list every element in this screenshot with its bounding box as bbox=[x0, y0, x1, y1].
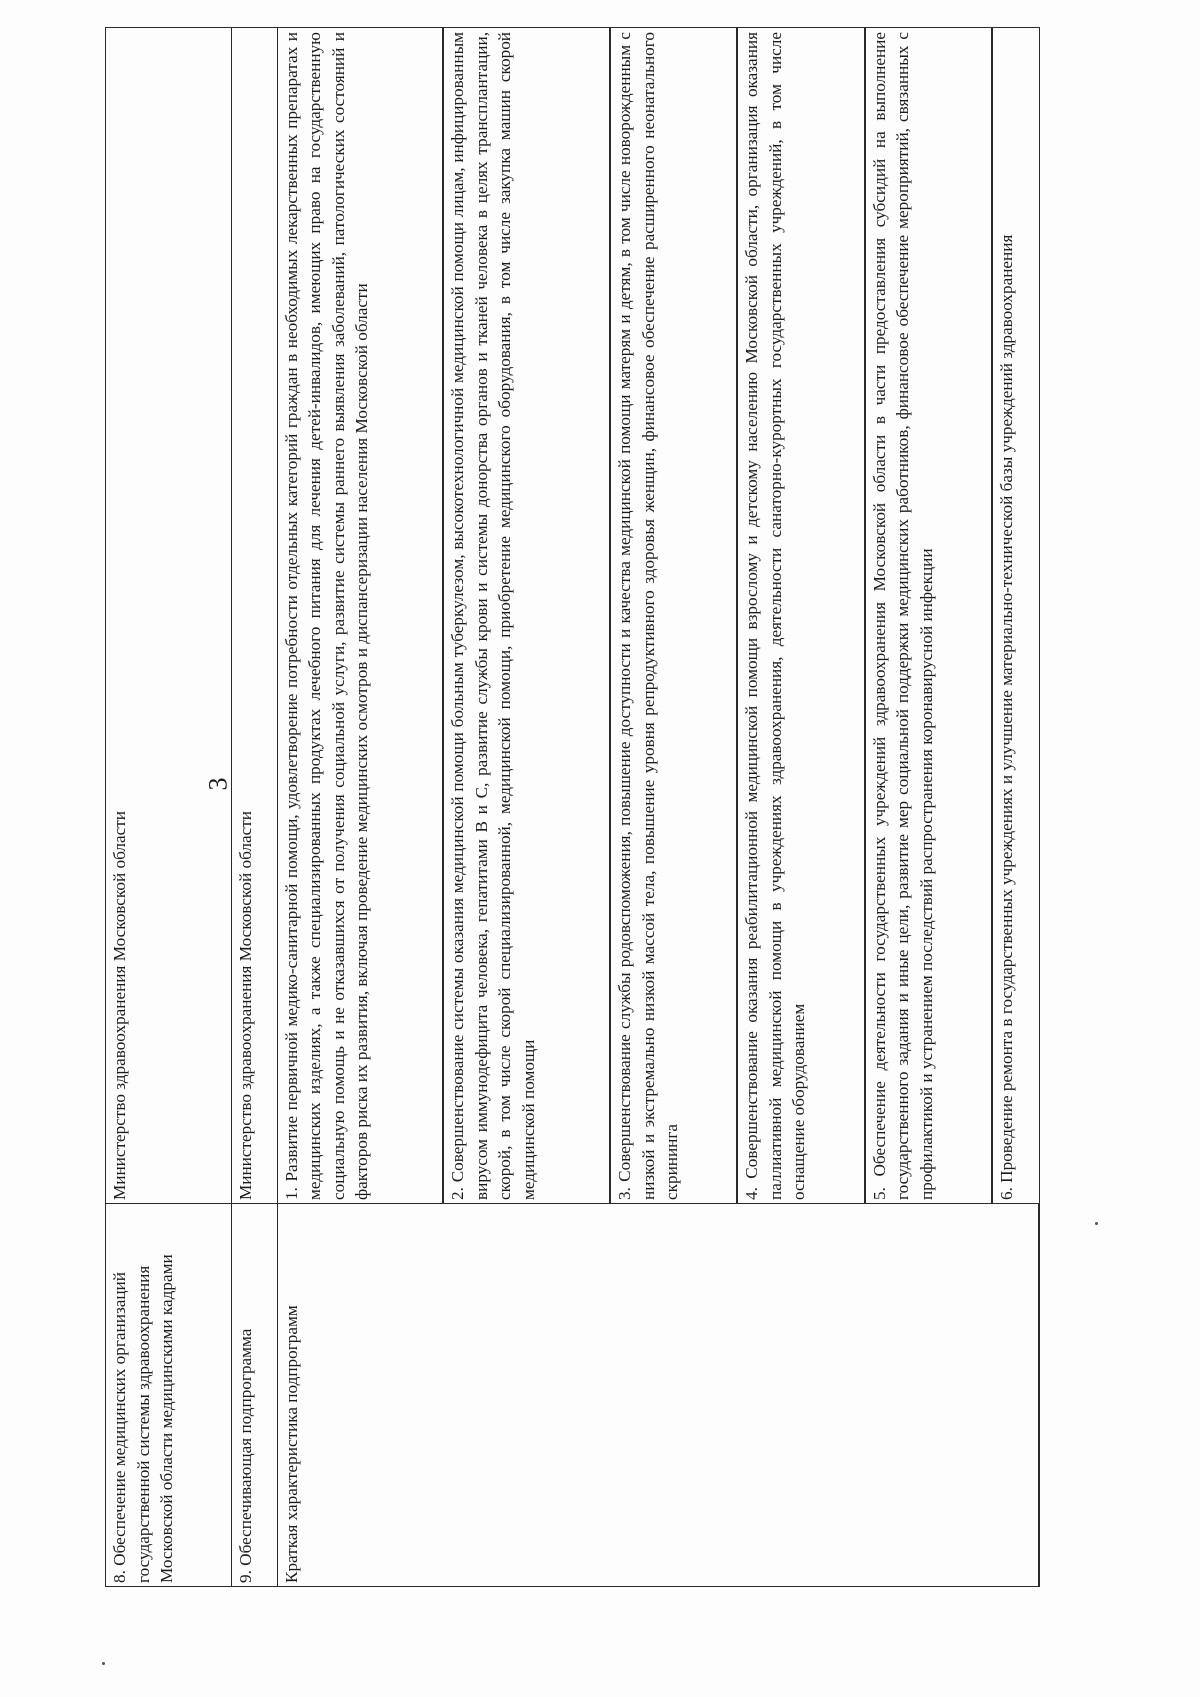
subprogram-3: 3. Совершенствование службы родовспоможения, повышение доступности и качества медицинской помощи матерям и детям, в том числе новорожденным с низкой и экстремально низкой массой тела, повышение уровня репродуктивного здоровья женщин, финансовое обеспечение расширенного неонатального скрининга bbox=[610, 28, 737, 1204]
subprogram-5: 5. Обеспечение деятельности государственных учреждений здравоохранения Московской области в части предоставления субсидий на выполнение государственного задания и иные цели, развитие мер социальной поддержки медицинских работников, финансовое обеспечение мероприятий, связанных с профилактикой и устранением последствий распространения коронавирусной инфекции bbox=[865, 28, 992, 1204]
table-row bbox=[231, 28, 277, 1587]
subprogram-2: 2. Совершенствование системы оказания медицинской помощи больным туберкулезом, высокотехнологичной медицинской помощи лицам, инфицированным вирусом иммунодефицита человека, гепатитами В и С, развитие службы крови и системы донорства органов и тканей человека в целях трансплантации, скорой, в том числе скорой специализированной, медицинской помощи, приобретение медицинского оборудования, в том числе закупка машин скорой медицинской помощи bbox=[443, 28, 610, 1204]
scan-speck bbox=[1095, 1222, 1098, 1225]
summary-label: Краткая характеристика подпрограмм bbox=[277, 1204, 1039, 1587]
row-8-label: 8. Обеспечение медицинских организаций государственной системы здравоохранения Московской области медицинскими кадрами bbox=[106, 1204, 232, 1587]
subprogram-1: 1. Развитие первичной медико-санитарной помощи, удовлетворение потребности отдельных категорий граждан в необходимых лекарственных препаратах и медицинских изделиях, а также специализированных продуктах лечебного питания для лечения детей-инвалидов, имеющих право на государственную социальную помощь и не отказавшихся от получения социальной услуги, развитие системы раннего выявления заболеваний, патологических состояний и факторов риска их развития, включая проведение медицинских осмотров и диспансеризации населения Московской области bbox=[277, 28, 443, 1204]
row-8-value: Министерство здравоохранения Московской области bbox=[106, 28, 232, 1204]
row-9-value: Министерство здравоохранения Московской области bbox=[231, 28, 277, 1204]
subprogram-4: 4. Совершенствование оказания реабилитационной медицинской помощи взрослому и детскому населению Московской области, организация оказания паллиативной медицинской помощи в учреждениях здравоохранения, деятельности санаторно-курортных государственных учреждений, в том числе оснащение оборудованием bbox=[737, 28, 864, 1204]
page-number: 3 bbox=[203, 777, 233, 791]
table-row bbox=[277, 28, 443, 1587]
scan-speck bbox=[102, 1662, 105, 1665]
program-table bbox=[105, 27, 1040, 1587]
table-row bbox=[106, 28, 232, 1587]
row-9-label: 9. Обеспечивающая подпрограмма bbox=[231, 1204, 277, 1587]
subprogram-6: 6. Проведение ремонта в государственных учреждениях и улучшение материально-технической базы учреждений здравоохранения bbox=[992, 28, 1039, 1204]
